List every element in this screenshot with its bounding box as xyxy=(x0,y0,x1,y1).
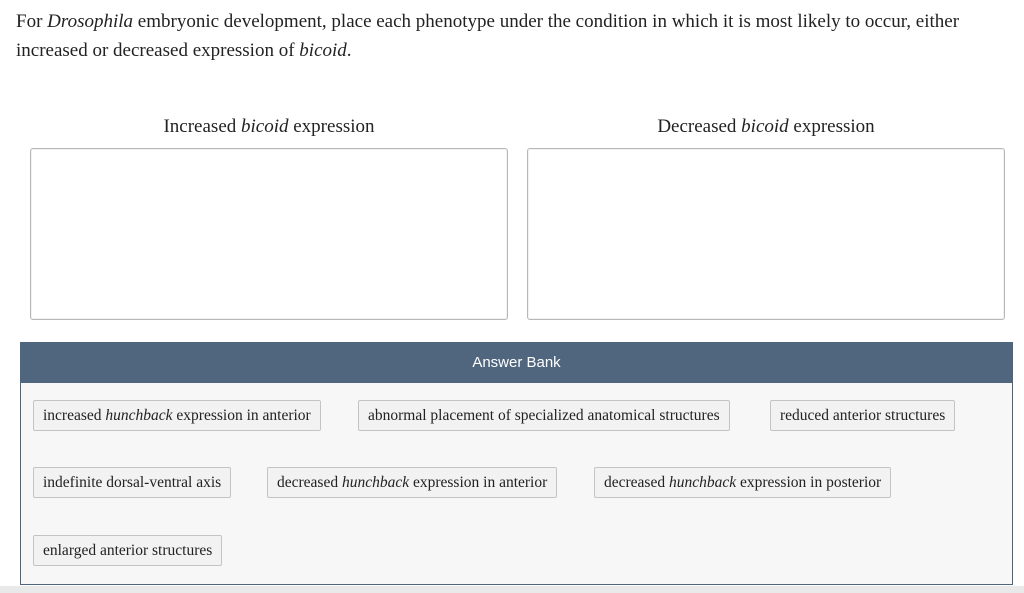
answer-chip[interactable]: abnormal placement of specialized anatomical structures xyxy=(358,400,730,431)
answer-chip[interactable]: indefinite dorsal-ventral axis xyxy=(33,467,231,498)
drop-zone-decreased[interactable] xyxy=(527,148,1005,320)
answer-bank xyxy=(20,342,1013,585)
bin-title-decreased: Decreased bicoid expression xyxy=(657,116,875,137)
answer-chip[interactable]: reduced anterior structures xyxy=(770,400,955,431)
answer-chip[interactable]: decreased hunchback expression in posterior xyxy=(594,467,891,498)
answer-chip[interactable]: increased hunchback expression in anterior xyxy=(33,400,321,431)
question-text: For Drosophila embryonic development, place each phenotype under the condition in which it is most likely to occur, either increased or decreased expression of bicoid. xyxy=(16,11,960,61)
answer-chip[interactable]: enlarged anterior structures xyxy=(33,535,222,566)
drop-zone-increased[interactable] xyxy=(30,148,508,320)
answer-bank-header: Answer Bank xyxy=(21,343,1012,383)
bin-title-increased: Increased bicoid expression xyxy=(163,116,375,137)
bottom-divider xyxy=(0,586,1024,593)
answer-chip[interactable]: decreased hunchback expression in anterior xyxy=(267,467,557,498)
